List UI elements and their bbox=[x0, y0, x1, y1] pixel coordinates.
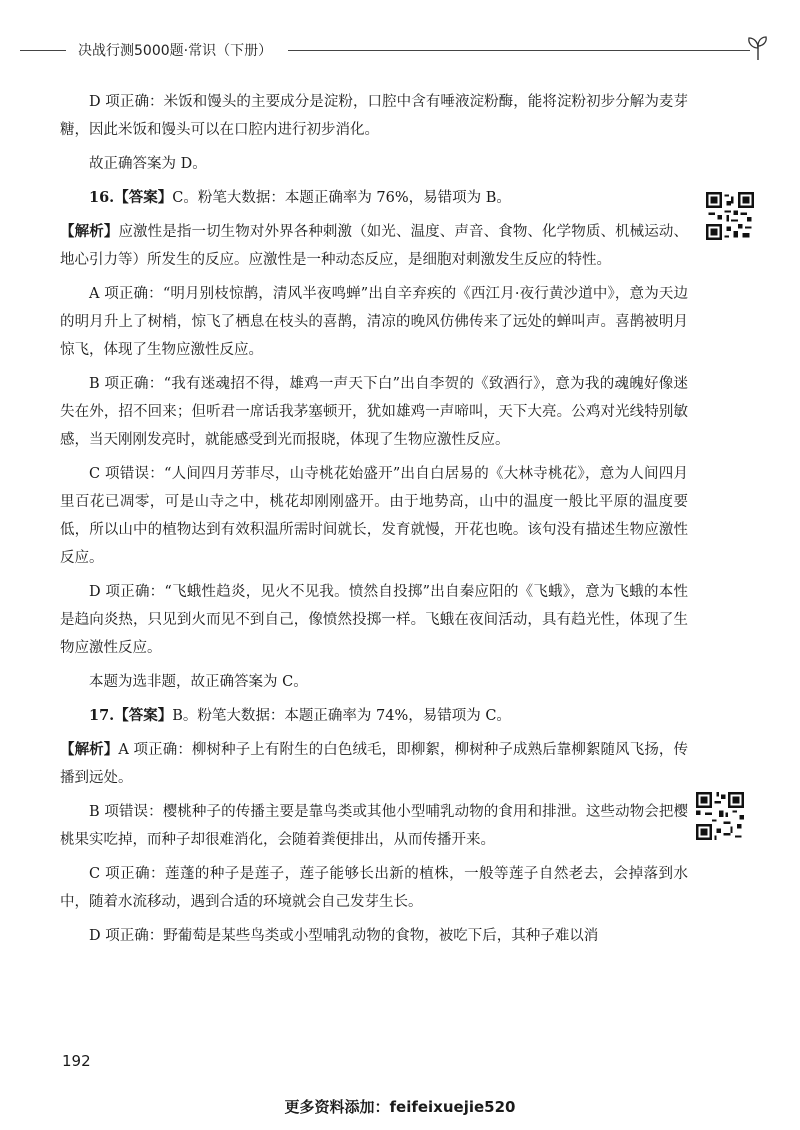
paragraph-17-c bbox=[60, 860, 688, 916]
page-number: 192 bbox=[62, 1052, 91, 1070]
paragraph-text: 应激性是指一切生物对外界各种刺激（如光、温度、声音、食物、化学物质、机械运动、地心引力等）所发生的反应。应激性是一种动态反应，是细胞对刺激发生反应的特性。 bbox=[60, 224, 689, 268]
analysis-16 bbox=[60, 218, 688, 274]
qr-code-icon bbox=[706, 192, 754, 240]
paragraph-17-d bbox=[60, 922, 688, 950]
header-rule-left bbox=[20, 50, 66, 51]
answer-16-heading bbox=[60, 184, 688, 212]
paragraph-answer-16 bbox=[60, 668, 688, 696]
paragraph-16-a bbox=[60, 280, 688, 364]
paragraph-d-rice bbox=[60, 88, 688, 144]
answer-explanations bbox=[60, 88, 688, 956]
paragraph-text: B 项错误：樱桃种子的传播主要是靠鸟类或其他小型哺乳动物的食用和排泄。这些动物会把樱桃果实吃掉，而种子却很难消化，会随着粪便排出，从而传播开来。 bbox=[60, 804, 688, 848]
paragraph-16-d bbox=[60, 578, 688, 662]
footer-note: 更多资料添加：feifeixuejie520 bbox=[284, 1098, 516, 1116]
sprout-icon bbox=[744, 34, 772, 62]
analysis-tag: 【解析】 bbox=[60, 741, 119, 758]
paragraph-16-b bbox=[60, 370, 688, 454]
paragraph-text: C 项错误：“人间四月芳菲尽，山寺桃花始盛开”出自白居易的《大林寺桃花》，意为人间四月里百花已凋零，可是山寺之中，桃花却刚刚盛开。由于地势高，山中的温度一般比平原的温度要低，所以山中的植物达到有效积温所需时间就长，发育就慢，开花也晚。该句没有描述生物应激性反应。 bbox=[60, 466, 688, 566]
paragraph-text: C。粉笔大数据：本题正确率为 76%，易错项为 B。 bbox=[172, 190, 511, 206]
paragraph-17-b bbox=[60, 798, 688, 854]
running-header bbox=[20, 38, 760, 62]
answer-17-heading bbox=[60, 702, 688, 730]
analysis-17 bbox=[60, 736, 688, 792]
paragraph-text: 本题为选非题，故正确答案为 C。 bbox=[89, 674, 308, 690]
header-title: 决战行测5000题·常识（下册） bbox=[78, 43, 273, 59]
paragraph-16-c bbox=[60, 460, 688, 572]
paragraph-text: B。粉笔大数据：本题正确率为 74%，易错项为 C。 bbox=[172, 708, 511, 724]
paragraph-text: D 项正确：“飞蛾性趋炎，见火不见我。愤然自投掷”出自秦应阳的《飞蛾》，意为飞蛾的本性是趋向炎热，只见到火而见不到自己，像愤然投掷一样。飞蛾在夜间活动，具有趋光性，体现了生物应激性反应。 bbox=[60, 584, 688, 656]
paragraph-text: A 项正确：柳树种子上有附生的白色绒毛，即柳絮，柳树种子成熟后靠柳絮随风飞扬，传播到远处。 bbox=[60, 742, 689, 786]
header-rule-right bbox=[288, 50, 750, 51]
paragraph-text: D 项正确：野葡萄是某些鸟类或小型哺乳动物的食物，被吃下后，其种子难以消 bbox=[89, 928, 599, 944]
paragraph-text: B 项正确：“我有迷魂招不得，雄鸡一声天下白”出自李贺的《致酒行》，意为我的魂魄好像迷失在外，招不回来；但听君一席话我茅塞顿开，犹如雄鸡一声啼叫，天下大亮。公鸡对光线特别敏感，当天刚刚发亮时，就能感受到光而报晓，体现了生物应激性反应。 bbox=[60, 376, 688, 448]
answer-tag: 17.【答案】 bbox=[89, 707, 173, 724]
paragraph-text: 故正确答案为 D。 bbox=[89, 156, 207, 172]
paragraph-text: A 项正确：“明月别枝惊鹊，清风半夜鸣蝉”出自辛弃疾的《西江月·夜行黄沙道中》，意为天边的明月升上了树梢，惊飞了栖息在枝头的喜鹊，清凉的晚风仿佛传来了远处的蝉叫声。喜鹊被明月惊飞，体现了生物应激性反应。 bbox=[60, 286, 688, 358]
answer-tag: 16.【答案】 bbox=[89, 189, 173, 206]
qr-code-icon bbox=[696, 792, 744, 840]
analysis-tag: 【解析】 bbox=[60, 223, 119, 240]
paragraph-text: C 项正确：莲蓬的种子是莲子，莲子能够长出新的植株，一般等莲子自然老去，会掉落到水中，随着水流移动，遇到合适的环境就会自己发芽生长。 bbox=[60, 866, 688, 910]
paragraph-text: D 项正确：米饭和馒头的主要成分是淀粉，口腔中含有唾液淀粉酶，能将淀粉初步分解为麦芽糖，因此米饭和馒头可以在口腔内进行初步消化。 bbox=[60, 94, 688, 138]
paragraph-answer-15 bbox=[60, 150, 688, 178]
